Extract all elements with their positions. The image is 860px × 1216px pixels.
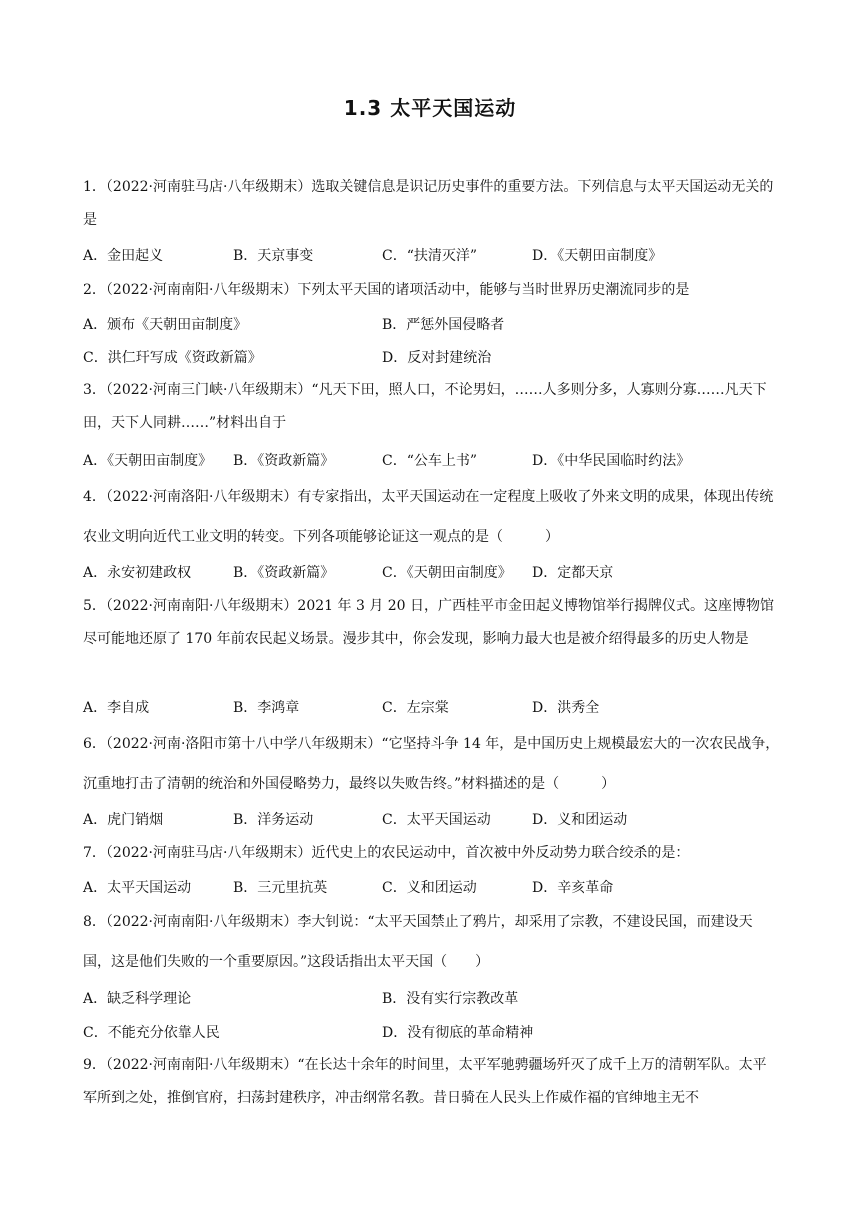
- option-b[interactable]: B．严惩外国侵略者: [382, 317, 505, 333]
- question-2: 2．（2022·河南南阳·八年级期末）下列太平天国的诸项活动中，能够与当时世界历史潮流同步的是: [83, 282, 690, 298]
- option-b[interactable]: B．《资政新篇》: [233, 565, 335, 581]
- option-c[interactable]: C．太平天国运动: [382, 812, 491, 828]
- option-b[interactable]: B．洋务运动: [233, 812, 314, 828]
- question-1-options: [83, 245, 780, 267]
- page-title: 1.3 太平天国运动: [343, 96, 517, 120]
- option-a[interactable]: A．虎门销烟: [83, 812, 164, 828]
- option-a[interactable]: A．金田起义: [83, 248, 164, 264]
- question-4: 4．（2022·河南洛阳·八年级期末）有专家指出，太平天国运动在一定程度上吸收了外来文明的成果，体现出传统农业文明向近代工业文明的转变。下列各项能够论证这一观点的是（ ）: [83, 489, 774, 545]
- option-d[interactable]: D．没有彻底的革命精神: [382, 1025, 534, 1041]
- option-c[interactable]: C．“扶清灭洋”: [382, 248, 478, 264]
- question-6-options: [83, 809, 780, 831]
- question-4-options: [83, 562, 780, 584]
- option-c[interactable]: C．洪仁玕写成《资政新篇》: [83, 350, 262, 366]
- question-2-options-row1: [83, 314, 780, 336]
- question-8-options-row2: [83, 1022, 780, 1044]
- option-d[interactable]: D．反对封建统治: [382, 350, 492, 366]
- question-7: 7．（2022·河南驻马店·八年级期末）近代史上的农民运动中，首次被中外反动势力联合绞杀的是：: [83, 845, 690, 861]
- option-b[interactable]: B．三元里抗英: [233, 880, 328, 896]
- question-3-options: [83, 450, 780, 472]
- option-a[interactable]: A．《天朝田亩制度》: [83, 453, 213, 469]
- option-d[interactable]: D．《中华民国临时约法》: [532, 453, 691, 469]
- option-c[interactable]: C．义和团运动: [382, 880, 477, 896]
- option-a[interactable]: A．李自成: [83, 700, 150, 716]
- question-7-options: [83, 877, 780, 899]
- question-5: 5．（2022·河南南阳·八年级期末）2021 年 3 月 20 日，广西桂平市金田起义博物馆举行揭牌仪式。这座博物馆尽可能地还原了 170 年前农民起义场景。漫步其中，你会发现，影响力最大也是被介绍得最多的历史人物是: [83, 598, 775, 647]
- question-2-options-row2: [83, 347, 780, 369]
- option-a[interactable]: A．太平天国运动: [83, 880, 192, 896]
- option-d[interactable]: D．《天朝田亩制度》: [532, 248, 663, 264]
- option-d[interactable]: D．洪秀全: [532, 700, 600, 716]
- option-d[interactable]: D．义和团运动: [532, 812, 628, 828]
- question-6: 6．（2022·河南·洛阳市第十八中学八年级期末）“它坚持斗争 14 年，是中国历史上规模最宏大的一次农民战争，沉重地打击了清朝的统治和外国侵略势力，最终以失败告终。”材料描述的是（ ）: [83, 736, 780, 792]
- option-c[interactable]: C．左宗棠: [382, 700, 449, 716]
- option-b[interactable]: B．《资政新篇》: [233, 453, 335, 469]
- option-b[interactable]: B．没有实行宗教改革: [382, 991, 519, 1007]
- option-d[interactable]: D．定都天京: [532, 565, 614, 581]
- question-5-options: [83, 697, 780, 719]
- option-a[interactable]: A．颁布《天朝田亩制度》: [83, 317, 248, 333]
- question-8-options-row1: [83, 988, 780, 1010]
- option-a[interactable]: A．缺乏科学理论: [83, 991, 192, 1007]
- option-c[interactable]: C．不能充分依靠人民: [83, 1025, 220, 1041]
- option-b[interactable]: B．天京事变: [233, 248, 314, 264]
- option-b[interactable]: B．李鸿章: [233, 700, 300, 716]
- question-3: 3．（2022·河南三门峡·八年级期末）“凡天下田，照人口，不论男妇，……人多则分多，人寡则分寡……凡天下田，天下人同耕……”材料出自于: [83, 382, 767, 431]
- option-c[interactable]: C．《天朝田亩制度》: [382, 565, 512, 581]
- question-1: 1．（2022·河南驻马店·八年级期末）选取关键信息是识记历史事件的重要方法。下列信息与太平天国运动无关的是: [83, 179, 774, 228]
- option-d[interactable]: D．辛亥革命: [532, 880, 614, 896]
- option-a[interactable]: A．永安初建政权: [83, 565, 192, 581]
- question-8: 8．（2022·河南南阳·八年级期末）李大钊说：“太平天国禁止了鸦片，却采用了宗教，不建设民国，而建设天国，这是他们失败的一个重要原因。”这段话指出太平天国（ ）: [83, 914, 753, 970]
- question-9: 9．（2022·河南南阳·八年级期末）“在长达十余年的时间里，太平军驰骋疆场歼灭了成千上万的清朝军队。太平军所到之处，推倒官府，扫荡封建秩序，冲击纲常名教。昔日骑在人民头上作威作福的官绅地主无不: [83, 1057, 767, 1106]
- option-c[interactable]: C．“公车上书”: [382, 453, 478, 469]
